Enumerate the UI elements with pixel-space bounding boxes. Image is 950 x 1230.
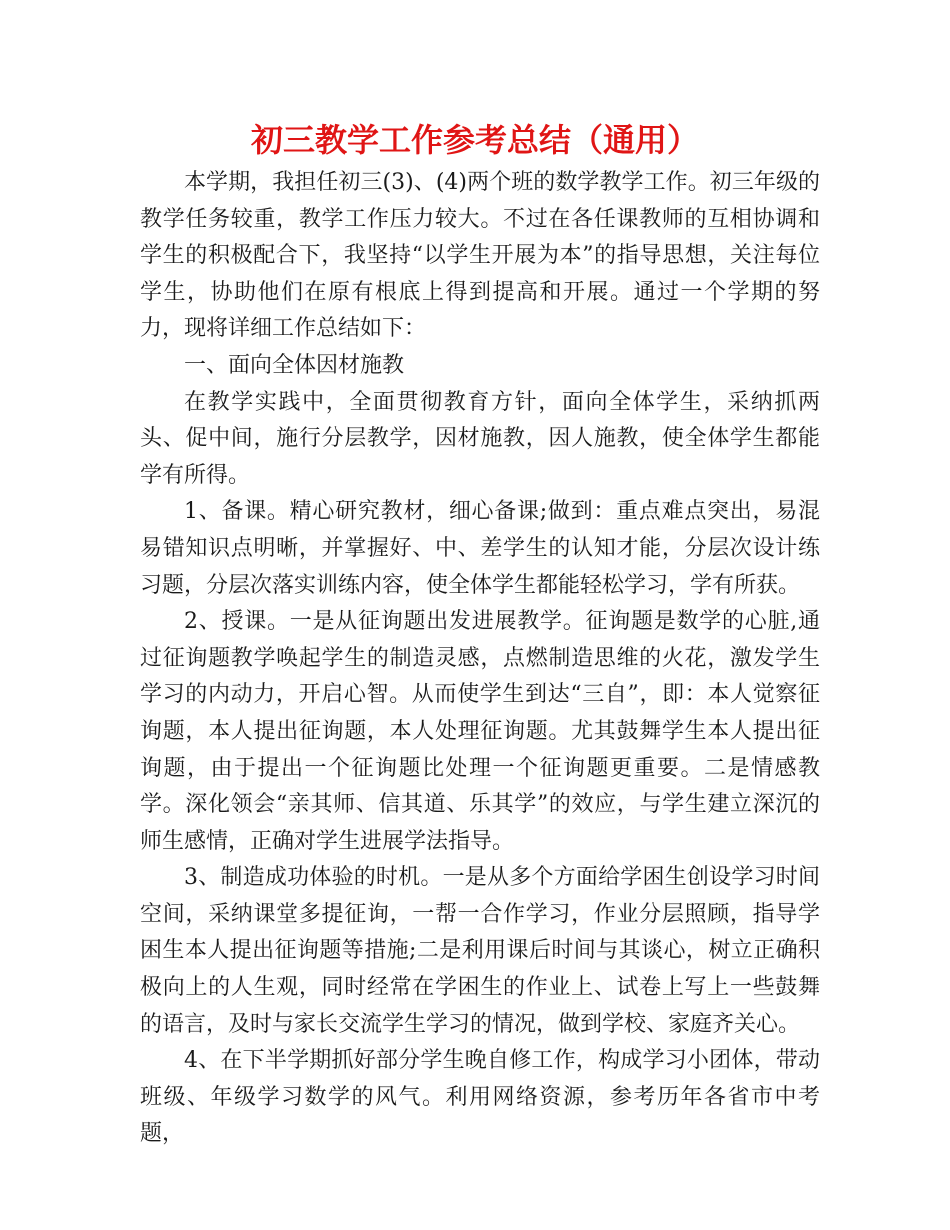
paragraph-item-3: 3、制造成功体验的时机。一是从多个方面给学困生创设学习时间空间，采纳课堂多提征询，一帮一合作学习，作业分层照顾，指导学困生本人提出征询题等措施;二是利用课后时间与其谈心，树立正确积极向上的人生观，同时经常在学困生的作业上、试卷上写上一些鼓舞的语言，及时与家长交流学生学习的情况，做到学校、家庭齐关心。 — [140, 865, 820, 1037]
document-body — [140, 165, 820, 1153]
paragraph-item-1: 1、备课。精心研究教材，细心备课;做到：重点难点突出，易混易错知识点明晰，并掌握好、中、差学生的认知才能，分层次设计练习题，分层次落实训练内容，使全体学生都能轻松学习，学有所获。 — [140, 499, 820, 598]
document-title: 初三教学工作参考总结（通用） — [250, 121, 699, 159]
paragraph-item-2: 2、授课。一是从征询题出发进展教学。征询题是数学的心脏,通过征询题教学唤起学生的制造灵感，点燃制造思维的火花，激发学生学习的内动力，开启心智。从而使学生到达“三自”，即：本人觉察征询题，本人提出征询题，本人处理征询题。尤其鼓舞学生本人提出征询题，由于提出一个征询题比处理一个征询题更重要。二是情感教学。深化领会“亲其师、信其道、乐其学”的效应，与学生建立深沉的师生感情，正确对学生进展学法指导。 — [140, 609, 820, 854]
paragraph-section-1: 在教学实践中，全面贯彻教育方针，面向全体学生，采纳抓两头、促中间，施行分层教学，因材施教，因人施教，使全体学生都能学有所得。 — [140, 389, 820, 488]
section-heading-1: 一、面向全体因材施教 — [184, 352, 405, 378]
paragraph-item-4: 4、在下半学期抓好部分学生晚自修工作，构成学习小团体，带动班级、年级学习数学的风气。利用网络资源，参考历年各省市中考题， — [140, 1048, 820, 1147]
paragraph-intro: 本学期，我担任初三(3)、(4)两个班的数学教学工作。初三年级的教学任务较重，教学工作压力较大。不过在各任课教师的互相协调和学生的积极配合下，我坚持“以学生开展为本”的指导思想，关注每位学生，协助他们在原有根底上得到提高和开展。通过一个学期的努力，现将详细工作总结如下： — [140, 170, 820, 342]
